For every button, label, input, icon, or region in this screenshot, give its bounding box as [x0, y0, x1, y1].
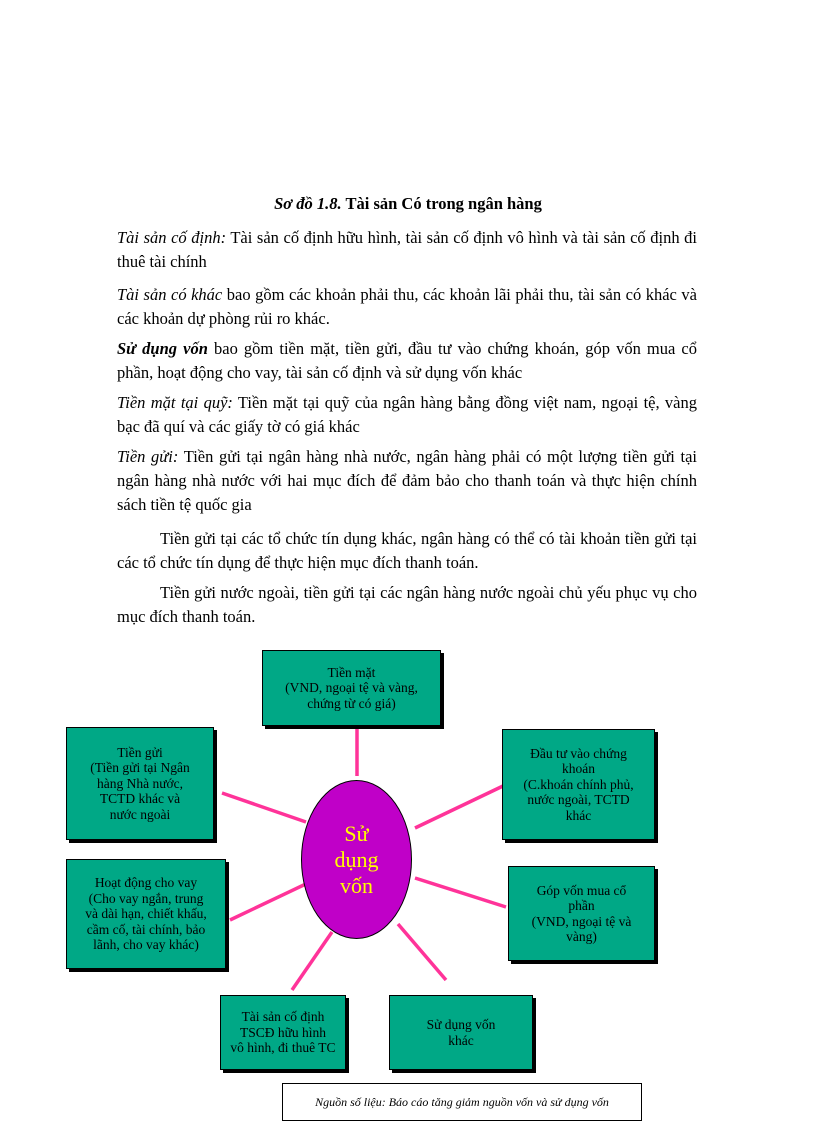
box-securities: Đầu tư vào chứng khoán (C.khoán chính phủ, nước ngoài, TCTD khác	[502, 729, 655, 840]
paragraph-credit-institutions: Tiền gửi tại các tổ chức tín dụng khác, ngân hàng có thể có tài khoản tiền gửi tại các tổ chức tín dụng để thực hiện mục đích thanh toán.	[117, 529, 697, 572]
paragraph-use-of-funds: Sử dụng vốn bao gồm tiền mặt, tiền gửi, đầu tư vào chứng khoán, góp vốn mua cổ phần, hoạt động cho vay, tài sản cố định và sử dụng vốn khác	[117, 339, 698, 382]
line-fixed-assets	[292, 932, 332, 990]
source-note: Nguồn số liệu: Báo cáo tăng giảm nguồn vốn và sử dụng vốn	[282, 1083, 642, 1121]
paragraph-deposits: Tiền gửi: Tiền gửi tại ngân hàng nhà nước, ngân hàng phải có một lượng tiền gửi tại ngân hàng nhà nước với hai mục đích để đảm bảo cho thanh toán và thực hiện chính sách tiền tệ quốc gia	[117, 447, 697, 514]
use-of-funds-ellipse: Sử dụng vốn	[301, 780, 412, 939]
line-deposits	[222, 793, 306, 822]
paragraph-foreign-deposits: Tiền gửi nước ngoài, tiền gửi tại các ngân hàng nước ngoài chủ yếu phục vụ cho mục đích thanh toán.	[117, 583, 697, 626]
paragraph-other-assets: Tài sản có khác bao gồm các khoản phải thu, các khoản lãi phải thu, tài sản có khác và các khoản dự phòng rủi ro khác.	[117, 285, 697, 328]
box-equity: Góp vốn mua cổ phần (VND, ngoại tệ và vàng)	[508, 866, 655, 961]
line-other	[398, 924, 446, 980]
paragraph-fixed-assets: Tài sản cố định: Tài sản cố định hữu hình, tài sản cố định vô hình và tài sản cố định đi thuê tài chính	[117, 228, 697, 271]
figure-title: Sơ đồ 1.8. Tài sản Có trong ngân hàng	[274, 194, 542, 213]
box-other-uses: Sử dụng vốn khác	[389, 995, 533, 1070]
box-deposits: Tiền gửi (Tiền gửi tại Ngân hàng Nhà nước, TCTD khác và nước ngoài	[66, 727, 214, 840]
line-lending	[230, 882, 310, 920]
box-fixed-assets: Tài sản cố định TSCĐ hữu hình vô hình, đi thuê TC	[220, 995, 346, 1070]
paragraph-cash: Tiền mặt tại quỹ: Tiền mặt tại quỹ của ngân hàng bằng đồng việt nam, ngoại tệ, vàng bạc đã quí và các giấy tờ có giá khác	[117, 393, 697, 436]
line-equity	[415, 878, 506, 907]
line-securities	[415, 786, 503, 828]
box-lending: Hoạt động cho vay (Cho vay ngắn, trung và dài hạn, chiết khấu, cầm cố, tài chính, bảo lãnh, cho vay khác)	[66, 859, 226, 969]
box-cash: Tiền mặt (VND, ngoại tệ và vàng, chứng từ có giá)	[262, 650, 441, 726]
